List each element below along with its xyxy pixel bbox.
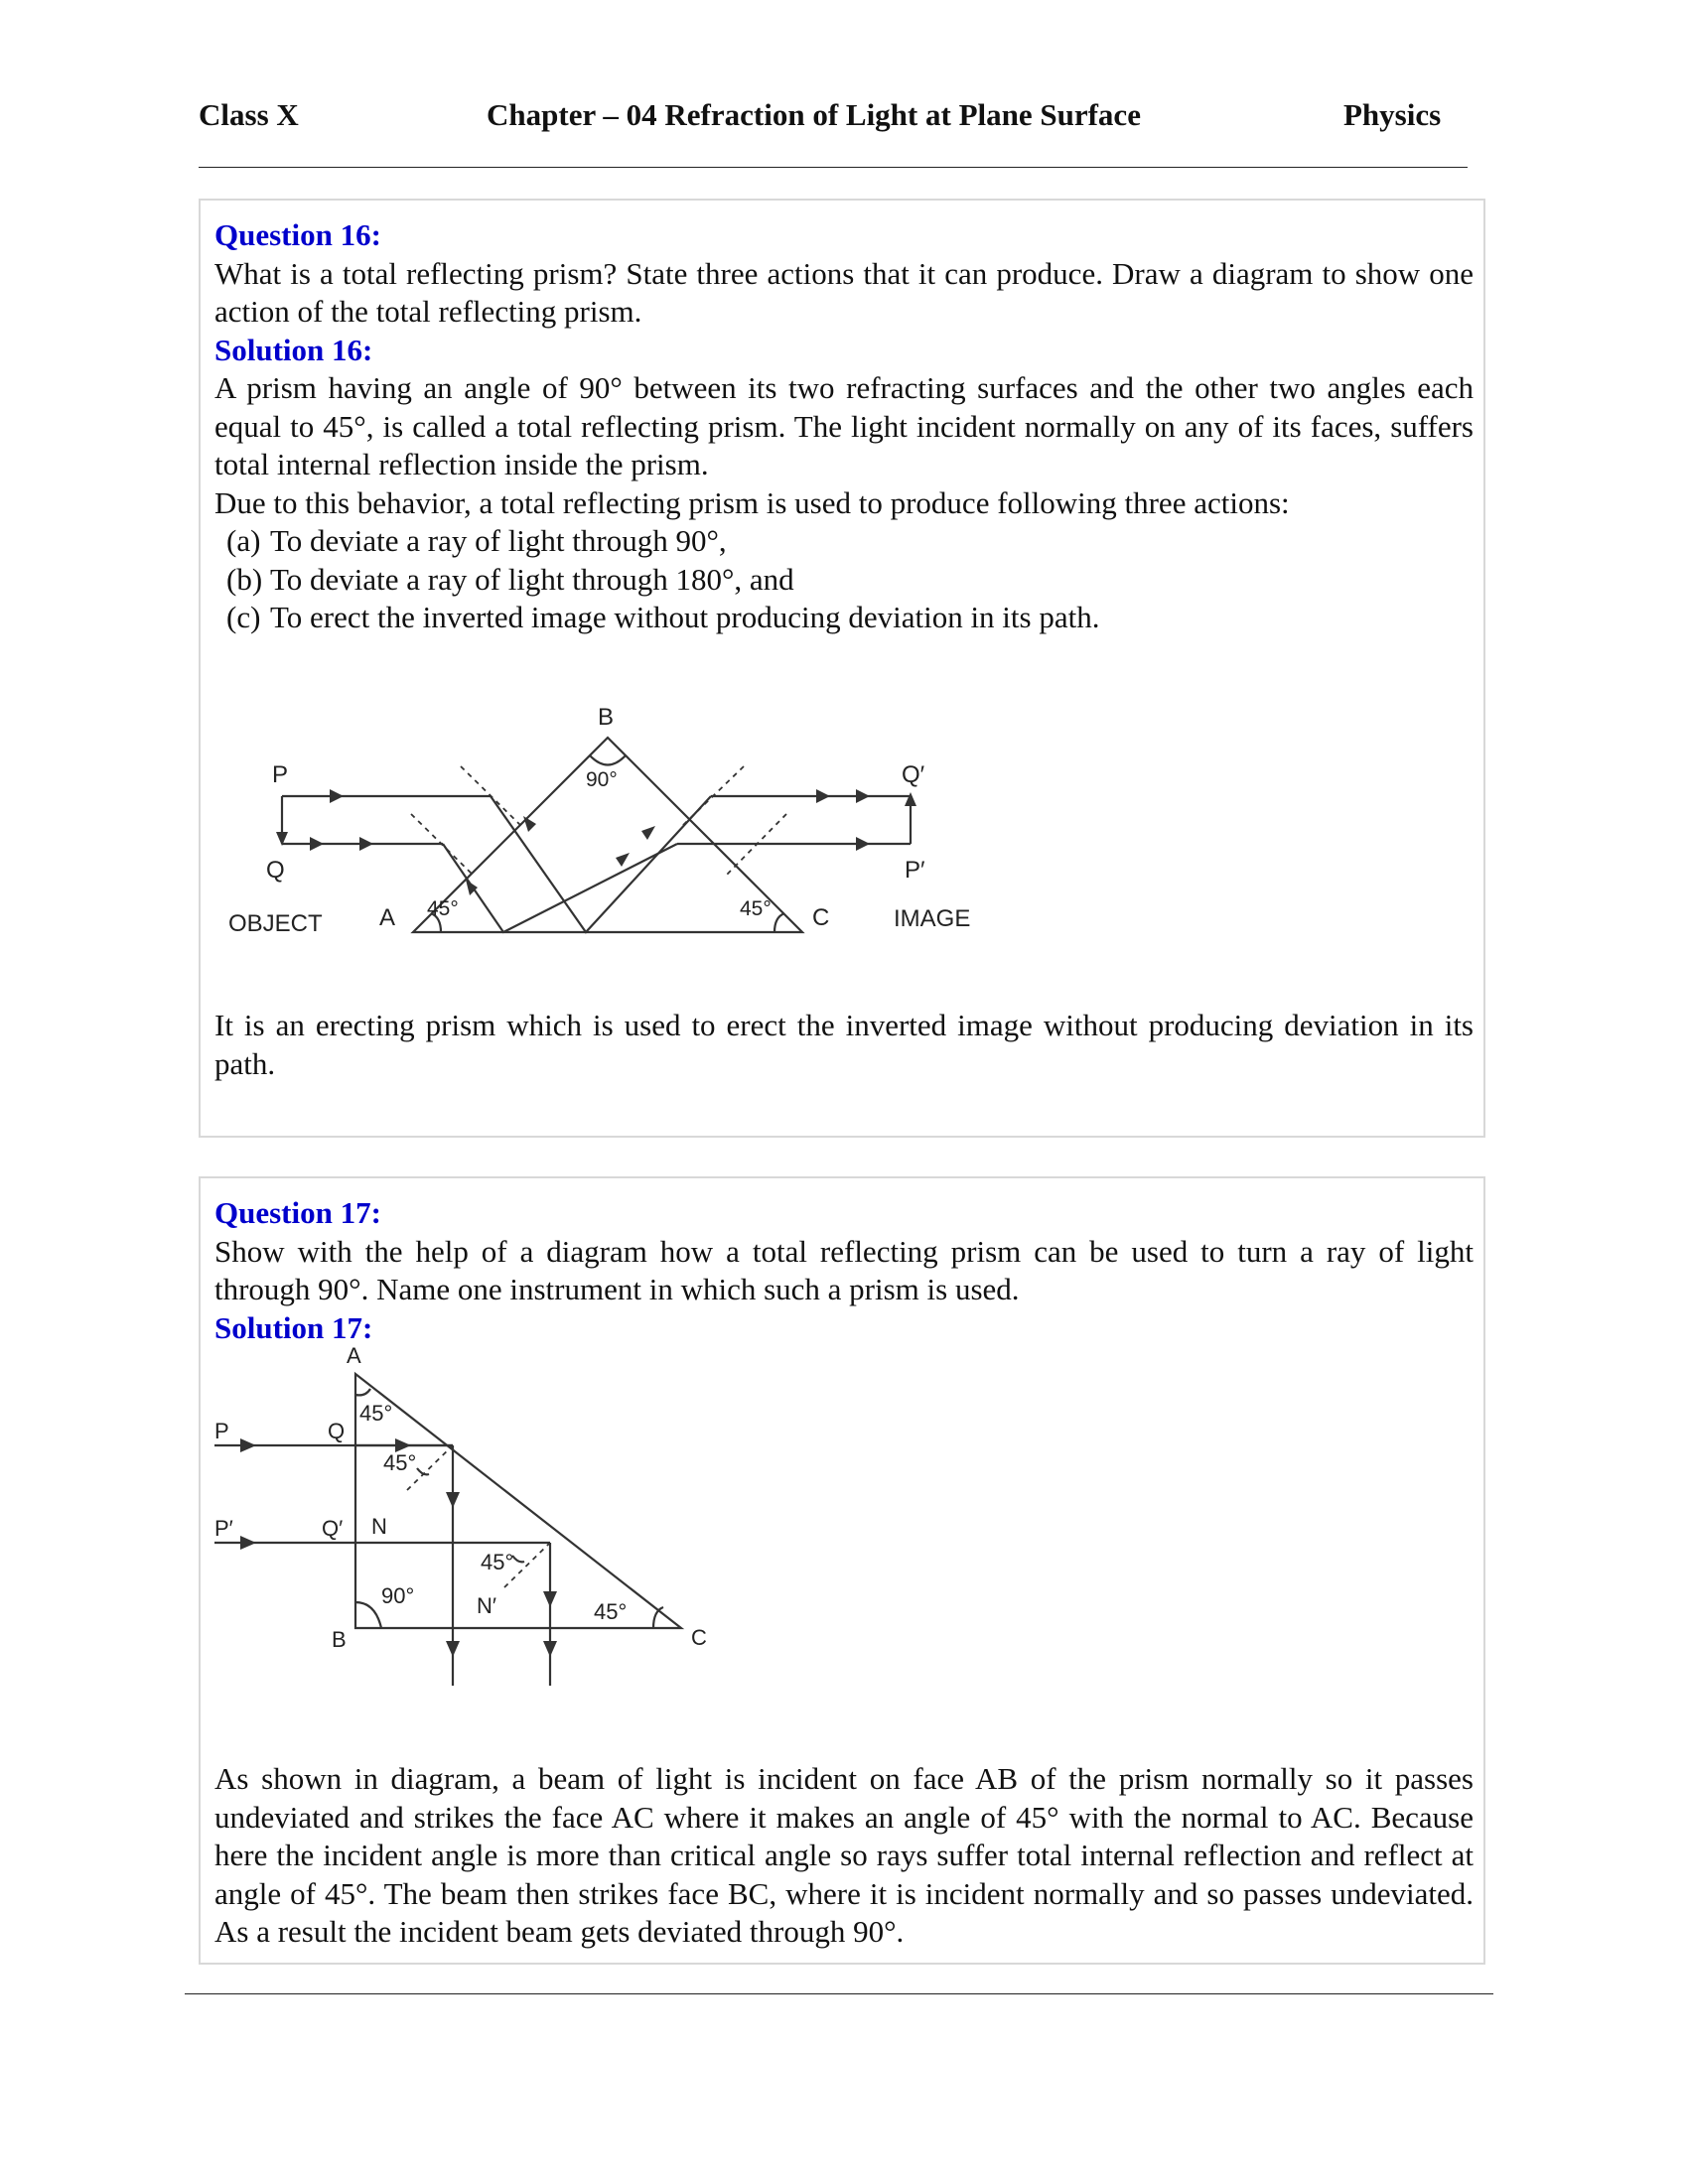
arrowhead [856,789,870,803]
label-q-prime: Q′ [322,1516,344,1541]
arrowhead [641,826,655,840]
question-16-label: Question 16: [214,217,381,252]
label-a: A [347,1343,361,1368]
action-label: (a) [226,523,261,558]
action-item-b [214,561,1474,600]
action-label: (c) [226,600,261,634]
action-text: To deviate a ray of light through 180°, and [270,561,794,597]
erecting-prism-diagram [201,657,1015,975]
ray-lower-inside [443,844,677,932]
label-n-prime: N′ [477,1593,497,1618]
label-q: Q [266,857,285,884]
arrowhead [523,816,536,832]
solution-16-label: Solution 16: [214,332,373,367]
label-c: C [691,1625,707,1650]
label-p-prime: P′ [214,1516,233,1541]
label-p-prime: P′ [905,857,925,884]
arrowhead [310,837,324,851]
label-p: P [272,761,289,788]
question-17-text: Show with the help of a diagram how a total reflecting prism can be used to turn a ray of light through 90°. Name one instrument in which such a prism is used. [214,1233,1474,1306]
label-image: IMAGE [894,905,971,932]
header-subject: Physics [1343,97,1442,132]
angle-arc-mid [512,1556,524,1562]
label-p: P [214,1419,229,1443]
label-n: N [371,1514,387,1539]
question-16-box [199,199,1485,1138]
label-q: Q [328,1419,346,1443]
arrowhead [543,1591,557,1607]
arrowhead [240,1438,256,1452]
angle-arc-c [653,1607,663,1628]
solution-16-paragraph-1: A prism having an angle of 90° between its two refracting surfaces and the other two angles each equal to 45°, is called a total reflecting prism. The light incident normally on any of its faces, suffers total internal reflection inside the prism. [214,370,1474,481]
arrowhead [543,1641,557,1657]
label-angle-mid: 45° [481,1550,514,1574]
label-b: B [332,1627,347,1652]
question-17-label: Question 17: [214,1195,381,1230]
label-c: C [812,904,830,931]
action-text: To deviate a ray of light through 90°, [270,523,727,558]
label-angle-q: 45° [383,1450,417,1475]
label-angle-b: 90° [586,768,618,791]
arrowhead [446,1641,460,1657]
label-angle-a: 45° [359,1401,393,1426]
action-label: (b) [226,561,263,597]
angle-arc-a [355,1389,370,1395]
solution-17-paragraph: As shown in diagram, a beam of light is incident on face AB of the prism normally so it passes undeviated and strikes the face AC where it makes an angle of 45° with the normal to AC. Because here the incident angle is more than critical angle so rays suffer total internal reflection and reflect at angle of 45°. The beam then strikes face BC, where it is incident normally and so passes undeviated. As a result the incident beam gets deviated through 90°. [214,1761,1474,1949]
arrowhead [905,792,916,806]
normal-dash-4 [725,814,786,877]
normal-dash-2 [411,814,475,877]
label-angle-b: 90° [381,1583,415,1608]
footer-divider [185,1993,1493,1994]
label-object: OBJECT [228,910,323,937]
action-text: To erect the inverted image without producing deviation in its path. [270,600,1100,634]
header-divider [199,167,1468,168]
label-angle-c: 45° [594,1599,628,1624]
solution-17-label: Solution 17: [214,1309,373,1345]
header-chapter-title: Chapter – 04 Refraction of Light at Plane Surface [487,97,1141,132]
arrowhead [616,853,630,867]
solution-16-paragraph-3: It is an erecting prism which is used to erect the inverted image without producing deviation in its path. [214,1008,1474,1081]
header-class: Class X [199,97,299,132]
angle-arc-b [590,755,626,765]
label-a: A [379,904,396,931]
arrowhead [856,837,870,851]
arrowhead [240,1536,256,1550]
label-q-prime: Q′ [902,761,925,788]
arrowhead [330,789,344,803]
action-item-a [214,522,1474,561]
question-16-text: What is a total reflecting prism? State three actions that it can produce. Draw a diagram to show one action of the total reflecting prism. [214,255,1474,329]
label-b: B [598,704,615,731]
question-17-box [199,1176,1485,1965]
action-item-c [214,599,1474,637]
angle-arc-b [355,1602,381,1628]
arrowhead [816,789,830,803]
arrowhead [359,837,373,851]
arrowhead [446,1492,460,1508]
right-angle-prism-diagram [201,1343,757,1720]
label-angle-c: 45° [740,897,772,920]
solution-16-paragraph-2: Due to this behavior, a total reflecting prism is used to produce following three actions: [214,484,1290,520]
angle-arc-c [774,913,784,932]
label-angle-a: 45° [427,897,459,920]
